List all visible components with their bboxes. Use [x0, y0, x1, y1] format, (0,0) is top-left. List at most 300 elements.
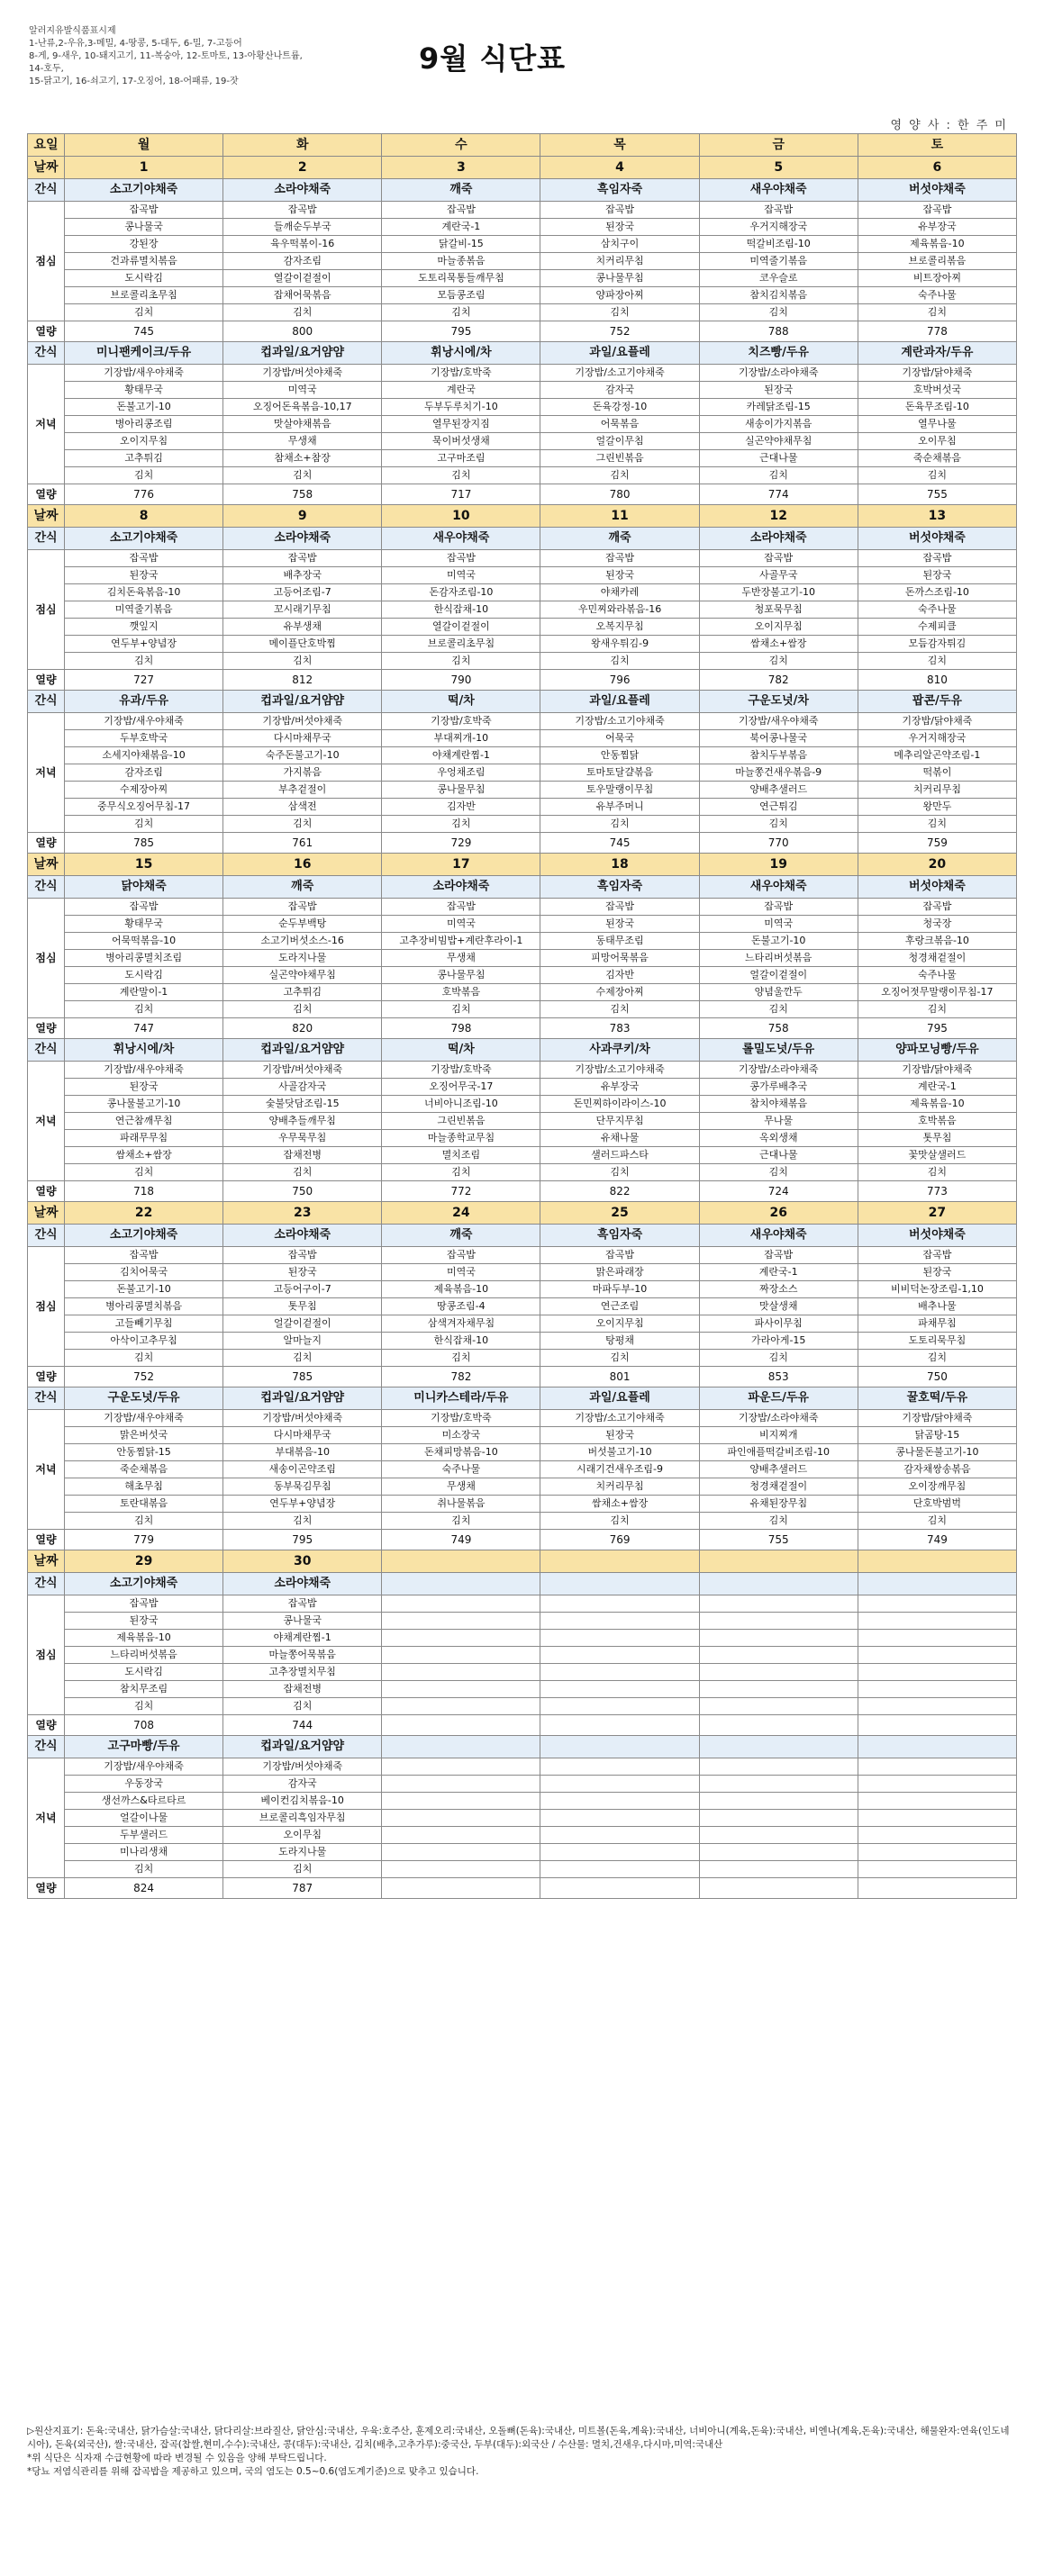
lunch-item-cell	[540, 1595, 699, 1613]
date-cell: 4	[540, 157, 699, 179]
lunch-item-cell: 잡곡밥	[65, 899, 223, 916]
lunch-item-cell: 소고기버섯소스-16	[223, 933, 382, 950]
dinner-item-cell: 우무묵무침	[223, 1130, 382, 1147]
dinner-item-cell: 기장밥/새우야채죽	[65, 365, 223, 382]
date-cell	[382, 1550, 540, 1573]
item-row	[28, 1595, 1017, 1613]
lunch-item-cell: 김치	[858, 1350, 1016, 1367]
lunch-item-cell: 야채계란찜-1	[223, 1630, 382, 1647]
lunch-item-cell: 감자조림	[223, 253, 382, 270]
item-row	[28, 730, 1017, 747]
lunch-item-cell: 김치	[223, 1698, 382, 1715]
lunch-item-cell: 순두부백탕	[223, 916, 382, 933]
lunch-item-cell: 잡곡밥	[382, 899, 540, 916]
item-row	[28, 1513, 1017, 1530]
item-row	[28, 636, 1017, 653]
date-cell: 18	[540, 854, 699, 876]
snack-row	[28, 528, 1017, 550]
dinner-item-cell: 너비아니조림-10	[382, 1096, 540, 1113]
item-row	[28, 1793, 1017, 1810]
lunch-item-cell: 김치	[540, 653, 699, 670]
dinner-item-cell: 김치	[699, 816, 858, 833]
date-cell: 6	[858, 157, 1016, 179]
snack-row	[28, 1736, 1017, 1758]
lunch-item-cell: 마파두부-10	[540, 1281, 699, 1298]
item-row	[28, 399, 1017, 416]
lunch-item-cell: 잡곡밥	[858, 550, 1016, 567]
lunch-item-cell: 우거지해장국	[699, 219, 858, 236]
lunch-item-cell: 땅콩조림-4	[382, 1298, 540, 1315]
dinner-calorie-cell: 779	[65, 1530, 223, 1550]
lunch-item-cell: 김치	[65, 1698, 223, 1715]
dinner-item-cell: 해초무침	[65, 1478, 223, 1496]
lunch-item-cell: 꼬시래기무침	[223, 601, 382, 619]
morning-snack-cell: 새우야채죽	[699, 876, 858, 899]
dinner-item-cell: 양배추샐러드	[699, 782, 858, 799]
daterow-row	[28, 854, 1017, 876]
morning-snack-cell: 깨죽	[223, 876, 382, 899]
morning-snack-cell: 깨죽	[540, 528, 699, 550]
item-row	[28, 467, 1017, 484]
dinner-item-cell: 부추겉절이	[223, 782, 382, 799]
dinner-item-cell: 열무된장지짐	[382, 416, 540, 433]
page-title: 9월 식단표	[419, 41, 567, 76]
afternoon-snack-cell	[699, 1736, 858, 1758]
lunch-item-cell: 떡갈비조림-10	[699, 236, 858, 253]
lunch-item-cell: 메이플단호박찜	[223, 636, 382, 653]
dietitian-label: 영 양 사 : 한 주 미	[890, 119, 1008, 132]
lunch-item-cell	[699, 1698, 858, 1715]
lunch-calorie-cell: 801	[540, 1367, 699, 1387]
dinner-item-cell: 참치야채볶음	[699, 1096, 858, 1113]
dinner-item-cell	[540, 1810, 699, 1827]
lunch-item-cell: 김치	[382, 304, 540, 321]
morning-snack-cell: 소라야채죽	[223, 1573, 382, 1595]
dinner-item-cell: 양배추샐러드	[699, 1461, 858, 1478]
lunch-item-cell	[382, 1630, 540, 1647]
lunch-item-cell: 잡곡밥	[699, 899, 858, 916]
dinner-item-cell: 기장밥/호박죽	[382, 365, 540, 382]
item-row	[28, 601, 1017, 619]
lunch-item-cell: 열갈이겉절이	[223, 270, 382, 287]
morning-snack-cell: 흑임자죽	[540, 1225, 699, 1247]
date-cell: 16	[223, 854, 382, 876]
cal-row	[28, 670, 1017, 691]
lunch-calorie-cell: 782	[699, 670, 858, 691]
calorie-label: 열량	[28, 321, 65, 342]
lunch-item-cell	[858, 1647, 1016, 1664]
dinner-item-cell: 기장밥/소라야채죽	[699, 1062, 858, 1079]
weekday-header-cell: 화	[223, 134, 382, 157]
dinner-item-cell: 돈민찌하이라이스-10	[540, 1096, 699, 1113]
dinner-item-cell: 김치	[858, 467, 1016, 484]
dinner-calorie-cell: 769	[540, 1530, 699, 1550]
snack-label: 간식	[28, 342, 65, 365]
dinner-item-cell	[699, 1861, 858, 1878]
date-cell: 2	[223, 157, 382, 179]
morning-snack-cell: 버섯야채죽	[858, 528, 1016, 550]
dinner-label: 저녁	[28, 365, 65, 484]
afternoon-snack-cell: 미니팬케이크/두유	[65, 342, 223, 365]
lunch-item-cell: 잡채어묵볶음	[223, 287, 382, 304]
lunch-item-cell: 된장국	[540, 567, 699, 584]
lunch-calorie-cell: 783	[540, 1018, 699, 1039]
dinner-item-cell: 김치	[65, 467, 223, 484]
dinner-item-cell: 돈육강정-10	[540, 399, 699, 416]
dinner-item-cell: 기장밥/새우야채죽	[699, 713, 858, 730]
dinner-item-cell: 부대찌개-10	[382, 730, 540, 747]
dinner-item-cell: 기장밥/호박죽	[382, 713, 540, 730]
lunch-item-cell: 미역줄기볶음	[65, 601, 223, 619]
dinner-item-cell: 김치	[699, 1513, 858, 1530]
daterow-row	[28, 1202, 1017, 1225]
dinner-item-cell: 김치	[540, 1513, 699, 1530]
lunch-item-cell: 제육볶음-10	[65, 1630, 223, 1647]
dinner-calorie-cell: 761	[223, 833, 382, 854]
dinner-item-cell: 유채된장무침	[699, 1496, 858, 1513]
lunch-item-cell: 잡곡밥	[699, 202, 858, 219]
item-row	[28, 304, 1017, 321]
dinner-item-cell: 김치	[223, 1513, 382, 1530]
afternoon-snack-cell: 컵과일/요거얌얌	[223, 342, 382, 365]
dinner-item-cell: 콩나물불고기-10	[65, 1096, 223, 1113]
dinner-calorie-cell: 729	[382, 833, 540, 854]
lunch-item-cell: 두반장불고기-10	[699, 584, 858, 601]
lunch-item-cell	[858, 1698, 1016, 1715]
allergy-legend: 알러지유발식품표시제 1-난류,2-우유,3-메밀, 4-땅콩, 5-대두, 6-밀, 7-고등어 8-게, 9-새우, 10-돼지고기, 11-복숭아, 12-토마토, 13-아황산나트륨, 14-호두, 15-닭고기, 16-쇠고기, 17-오징어, 18-어패류, 19-잣	[29, 26, 303, 86]
date-cell	[699, 1550, 858, 1573]
dinner-item-cell: 돈채피망볶음-10	[382, 1444, 540, 1461]
dinner-calorie-cell	[382, 1878, 540, 1899]
afternoon-snack-cell: 구운도넛/두유	[65, 1387, 223, 1410]
dinner-item-cell	[540, 1861, 699, 1878]
lunch-item-cell: 코우슬로	[699, 270, 858, 287]
dinner-item-cell: 계란국-1	[858, 1079, 1016, 1096]
dinner-item-cell: 묵이버섯생채	[382, 433, 540, 450]
dinner-calorie-cell: 785	[65, 833, 223, 854]
dinner-item-cell	[382, 1861, 540, 1878]
dinner-item-cell: 김치	[382, 467, 540, 484]
dinner-item-cell: 유부장국	[540, 1079, 699, 1096]
lunch-calorie-cell: 752	[540, 321, 699, 342]
lunch-item-cell: 고추장비빔밥+계란후라이-1	[382, 933, 540, 950]
lunch-item-cell: 삼색겨자채무침	[382, 1315, 540, 1333]
lunch-item-cell	[540, 1681, 699, 1698]
dinner-calorie-cell: 770	[699, 833, 858, 854]
weekday-header-cell: 목	[540, 134, 699, 157]
lunch-item-cell: 콩나물무침	[540, 270, 699, 287]
dinner-item-cell: 기장밥/버섯야채죽	[223, 1062, 382, 1079]
dinner-item-cell: 카레닭조림-15	[699, 399, 858, 416]
dinner-item-cell: 쌈채소+쌈장	[65, 1147, 223, 1164]
item-row	[28, 202, 1017, 219]
dinner-item-cell: 잡채전병	[223, 1147, 382, 1164]
lunch-calorie-cell	[699, 1715, 858, 1736]
lunch-item-cell: 돈감자조림-10	[382, 584, 540, 601]
item-row	[28, 287, 1017, 304]
lunch-item-cell	[858, 1630, 1016, 1647]
afternoon-snack-cell: 컵과일/요거얌얌	[223, 1039, 382, 1062]
snack-row	[28, 1573, 1017, 1595]
item-row	[28, 1427, 1017, 1444]
dinner-calorie-cell: 795	[223, 1530, 382, 1550]
lunch-calorie-cell: 758	[699, 1018, 858, 1039]
dinner-item-cell: 시래기건새우조림-9	[540, 1461, 699, 1478]
afternoon-snack-cell	[382, 1736, 540, 1758]
item-row	[28, 1861, 1017, 1878]
afternoon-snack-cell: 양파모닝빵/두유	[858, 1039, 1016, 1062]
item-row	[28, 1647, 1017, 1664]
lunch-calorie-cell: 708	[65, 1715, 223, 1736]
afternoon-snack-cell: 미니카스테라/두유	[382, 1387, 540, 1410]
lunch-calorie-cell: 752	[65, 1367, 223, 1387]
lunch-item-cell: 고추튀김	[223, 984, 382, 1001]
dinner-item-cell: 기장밥/버섯야채죽	[223, 1410, 382, 1427]
lunch-item-cell: 돈불고기-10	[65, 1281, 223, 1298]
dinner-calorie-cell: 787	[223, 1878, 382, 1899]
lunch-item-cell: 잡곡밥	[65, 1595, 223, 1613]
dinner-item-cell: 김치	[858, 816, 1016, 833]
morning-snack-cell: 소고기야채죽	[65, 528, 223, 550]
afternoon-snack-cell: 꿀호떡/두유	[858, 1387, 1016, 1410]
lunch-item-cell: 도시락김	[65, 967, 223, 984]
dinner-item-cell: 김치	[65, 816, 223, 833]
item-row	[28, 270, 1017, 287]
dinner-item-cell: 유채나물	[540, 1130, 699, 1147]
dinner-calorie-cell: 755	[699, 1530, 858, 1550]
dinner-item-cell: 돈육무조림-10	[858, 399, 1016, 416]
date-cell	[540, 1550, 699, 1573]
date-cell: 24	[382, 1202, 540, 1225]
item-row	[28, 1410, 1017, 1427]
item-row	[28, 984, 1017, 1001]
dinner-item-cell: 숯불닷담조림-15	[223, 1096, 382, 1113]
weekday-header-cell: 토	[858, 134, 1016, 157]
dinner-item-cell: 기장밥/소라야채죽	[699, 1410, 858, 1427]
dinner-item-cell: 마늘쫑건새우볶음-9	[699, 764, 858, 782]
morning-snack-cell	[382, 1573, 540, 1595]
morning-snack-cell: 새우야채죽	[699, 179, 858, 202]
dinner-item-cell: 버섯불고기-10	[540, 1444, 699, 1461]
lunch-item-cell: 얼갈이겉절이	[699, 967, 858, 984]
morning-snack-cell: 깨죽	[382, 179, 540, 202]
item-row	[28, 1681, 1017, 1698]
lunch-item-cell: 톳무침	[223, 1298, 382, 1315]
date-cell: 27	[858, 1202, 1016, 1225]
dinner-item-cell: 기장밥/버섯야채죽	[223, 365, 382, 382]
lunch-item-cell: 아삭이고추무침	[65, 1333, 223, 1350]
lunch-item-cell: 고추장멸치무침	[223, 1664, 382, 1681]
dinner-label: 저녁	[28, 1758, 65, 1878]
snack-label: 간식	[28, 179, 65, 202]
lunch-item-cell: 황태무국	[65, 916, 223, 933]
dinner-item-cell: 기장밥/닭야채죽	[858, 1410, 1016, 1427]
item-row	[28, 1096, 1017, 1113]
lunch-item-cell: 김치	[540, 1001, 699, 1018]
lunch-item-cell: 수제피클	[858, 619, 1016, 636]
dinner-item-cell: 미나리생채	[65, 1844, 223, 1861]
dinner-item-cell: 파래무무침	[65, 1130, 223, 1147]
lunch-item-cell: 병아리콩멸치조림	[65, 950, 223, 967]
dinner-item-cell	[382, 1810, 540, 1827]
lunch-item-cell: 잡곡밥	[223, 550, 382, 567]
lunch-item-cell	[540, 1613, 699, 1630]
item-row	[28, 1827, 1017, 1844]
date-cell	[858, 1550, 1016, 1573]
snack-label: 간식	[28, 1225, 65, 1247]
dinner-item-cell: 김치	[65, 1513, 223, 1530]
dinner-item-cell	[858, 1810, 1016, 1827]
dinner-calorie-cell: 750	[223, 1181, 382, 1202]
dinner-calorie-cell: 749	[858, 1530, 1016, 1550]
morning-snack-cell	[540, 1573, 699, 1595]
dinner-item-cell: 삼색전	[223, 799, 382, 816]
item-row	[28, 967, 1017, 984]
item-row	[28, 1630, 1017, 1647]
dinner-item-cell: 기장밥/호박죽	[382, 1410, 540, 1427]
lunch-item-cell: 한식잡채-10	[382, 601, 540, 619]
dinner-item-cell: 병아리콩조림	[65, 416, 223, 433]
afternoon-snack-cell: 파운드/두유	[699, 1387, 858, 1410]
item-row	[28, 782, 1017, 799]
dinner-item-cell: 브로콜리흑임자무침	[223, 1810, 382, 1827]
dinner-item-cell: 콩나물돈불고기-10	[858, 1444, 1016, 1461]
lunch-item-cell: 비트장아찌	[858, 270, 1016, 287]
dinner-calorie-cell: 772	[382, 1181, 540, 1202]
dinner-item-cell: 미역국	[223, 382, 382, 399]
lunch-item-cell: 김치	[223, 1350, 382, 1367]
lunch-item-cell: 숙주나물	[858, 601, 1016, 619]
date-cell: 23	[223, 1202, 382, 1225]
lunch-item-cell: 잡곡밥	[699, 1247, 858, 1264]
item-row	[28, 619, 1017, 636]
lunch-item-cell: 잡곡밥	[540, 899, 699, 916]
dinner-item-cell: 왕만두	[858, 799, 1016, 816]
dinner-item-cell: 김치	[223, 1861, 382, 1878]
morning-snack-cell: 흑임자죽	[540, 179, 699, 202]
dinner-item-cell: 감자국	[223, 1776, 382, 1793]
dinner-calorie-cell: 824	[65, 1878, 223, 1899]
item-row	[28, 1496, 1017, 1513]
lunch-item-cell: 도토리묵통들깨무침	[382, 270, 540, 287]
lunch-item-cell: 잡곡밥	[699, 550, 858, 567]
dinner-item-cell: 얼갈이나물	[65, 1810, 223, 1827]
dinner-item-cell: 죽순채볶음	[858, 450, 1016, 467]
dinner-item-cell: 베이컨김치볶음-10	[223, 1793, 382, 1810]
lunch-item-cell: 김치	[382, 1001, 540, 1018]
item-row	[28, 1281, 1017, 1298]
dinner-item-cell: 기장밥/닭야채죽	[858, 365, 1016, 382]
dinner-calorie-cell	[699, 1878, 858, 1899]
lunch-item-cell: 병아리콩멸치볶음	[65, 1298, 223, 1315]
afternoon-snack-cell: 컵과일/요거얌얌	[223, 1387, 382, 1410]
morning-snack-cell: 버섯야채죽	[858, 179, 1016, 202]
dinner-item-cell	[699, 1810, 858, 1827]
lunch-item-cell	[699, 1664, 858, 1681]
dinner-item-cell: 김치	[382, 1513, 540, 1530]
lunch-item-cell: 마늘쫑어묵볶음	[223, 1647, 382, 1664]
dinner-item-cell: 김치	[699, 1164, 858, 1181]
dinner-item-cell: 야채계란찜-1	[382, 747, 540, 764]
dinner-item-cell: 단호박범벅	[858, 1496, 1016, 1513]
lunch-calorie-cell	[540, 1715, 699, 1736]
lunch-calorie-cell: 747	[65, 1018, 223, 1039]
dinner-item-cell: 근대나물	[699, 1147, 858, 1164]
dinner-item-cell: 오이무침	[223, 1827, 382, 1844]
dinner-item-cell	[858, 1776, 1016, 1793]
lunch-item-cell: 짜장소스	[699, 1281, 858, 1298]
lunch-item-cell: 잡곡밥	[858, 899, 1016, 916]
daterow-row	[28, 157, 1017, 179]
cal-row	[28, 321, 1017, 342]
lunch-item-cell: 유부생채	[223, 619, 382, 636]
lunch-item-cell: 잡곡밥	[540, 1247, 699, 1264]
lunch-calorie-cell	[382, 1715, 540, 1736]
dinner-item-cell: 동부묵김무침	[223, 1478, 382, 1496]
lunch-item-cell: 배추장국	[223, 567, 382, 584]
dinner-item-cell: 기장밥/닭야채죽	[858, 713, 1016, 730]
dinner-item-cell: 연두부+양념장	[223, 1496, 382, 1513]
weekday-header-row	[28, 134, 1017, 157]
lunch-item-cell: 오복지무침	[540, 619, 699, 636]
lunch-calorie-cell: 810	[858, 670, 1016, 691]
dinner-item-cell: 미소장국	[382, 1427, 540, 1444]
dinner-item-cell: 청경채겉절이	[699, 1478, 858, 1496]
dinner-item-cell	[540, 1776, 699, 1793]
dinner-item-cell: 기장밥/버섯야채죽	[223, 713, 382, 730]
lunch-item-cell: 숙주나물	[858, 967, 1016, 984]
lunch-calorie-cell: 798	[382, 1018, 540, 1039]
dinner-item-cell: 사골감자국	[223, 1079, 382, 1096]
lunch-item-cell: 파채무침	[858, 1315, 1016, 1333]
lunch-item-cell: 계란국-1	[382, 219, 540, 236]
dinner-item-cell: 숙주나물	[382, 1461, 540, 1478]
lunch-item-cell: 김치	[382, 1350, 540, 1367]
menu-table	[27, 133, 1017, 1899]
snack-row	[28, 1225, 1017, 1247]
lunch-item-cell: 된장국	[65, 1613, 223, 1630]
dinner-item-cell: 톳무침	[858, 1130, 1016, 1147]
dinner-item-cell: 김치	[223, 816, 382, 833]
dinner-item-cell: 닭곰탕-15	[858, 1427, 1016, 1444]
date-cell: 19	[699, 854, 858, 876]
date-cell: 17	[382, 854, 540, 876]
lunch-item-cell: 도토리묵무침	[858, 1333, 1016, 1350]
lunch-item-cell	[382, 1647, 540, 1664]
lunch-item-cell: 어묵떡볶음-10	[65, 933, 223, 950]
item-row	[28, 219, 1017, 236]
calorie-label: 열량	[28, 1715, 65, 1736]
morning-snack-cell: 새우야채죽	[699, 1225, 858, 1247]
dinner-item-cell: 얼갈이무침	[540, 433, 699, 450]
dinner-item-cell: 김치	[699, 467, 858, 484]
origin-footnote: ▷원산지표기: 돈육:국내산, 닭가슴살:국내산, 닭다리살:브라질산, 닭안심:국내산, 우육:호주산, 훈제오리:국내산, 오돌뼈(돈육):국내산, 미트볼(돈육,계육):국내산, 너비아니(계육,돈육):국내산, 비엔나(계육,돈육):국내산, 해물완자:연육(인도네시아), 돈육(외국산), 쌀:국내산, 잡곡(찹쌀,현미,수수):국내산, 콩(대두):국내산, 김치(배추,고추가루):중국산, 두부(대두):외국산 / 수산물: 멸치,건새우,다시마,미역:국내산 *위 식단은 식자재 수급현황에 따라 변경될 수 있음을 양해 부탁드립니다. *당뇨 저염식관리를 위해 잡곡밥을 제공하고 있으며, 국의 염도는 0.5~0.6(염도계기준)으로 맞추고 있습니다.	[27, 2426, 1010, 2477]
dinner-item-cell: 참채소+참장	[223, 450, 382, 467]
dinner-item-cell: 토란대볶음	[65, 1496, 223, 1513]
lunch-item-cell: 된장국	[858, 1264, 1016, 1281]
lunch-item-cell	[540, 1647, 699, 1664]
lunch-item-cell: 비비덕논장조림-1,10	[858, 1281, 1016, 1298]
dinner-item-cell: 새송이곤약조림	[223, 1461, 382, 1478]
dinner-item-cell: 가지볶음	[223, 764, 382, 782]
snack-label: 간식	[28, 1039, 65, 1062]
item-row	[28, 799, 1017, 816]
morning-snack-cell	[699, 1573, 858, 1595]
item-row	[28, 747, 1017, 764]
lunch-item-cell: 삼치구이	[540, 236, 699, 253]
lunch-item-cell: 브로콜리초무침	[65, 287, 223, 304]
dinner-item-cell: 어묵볶음	[540, 416, 699, 433]
